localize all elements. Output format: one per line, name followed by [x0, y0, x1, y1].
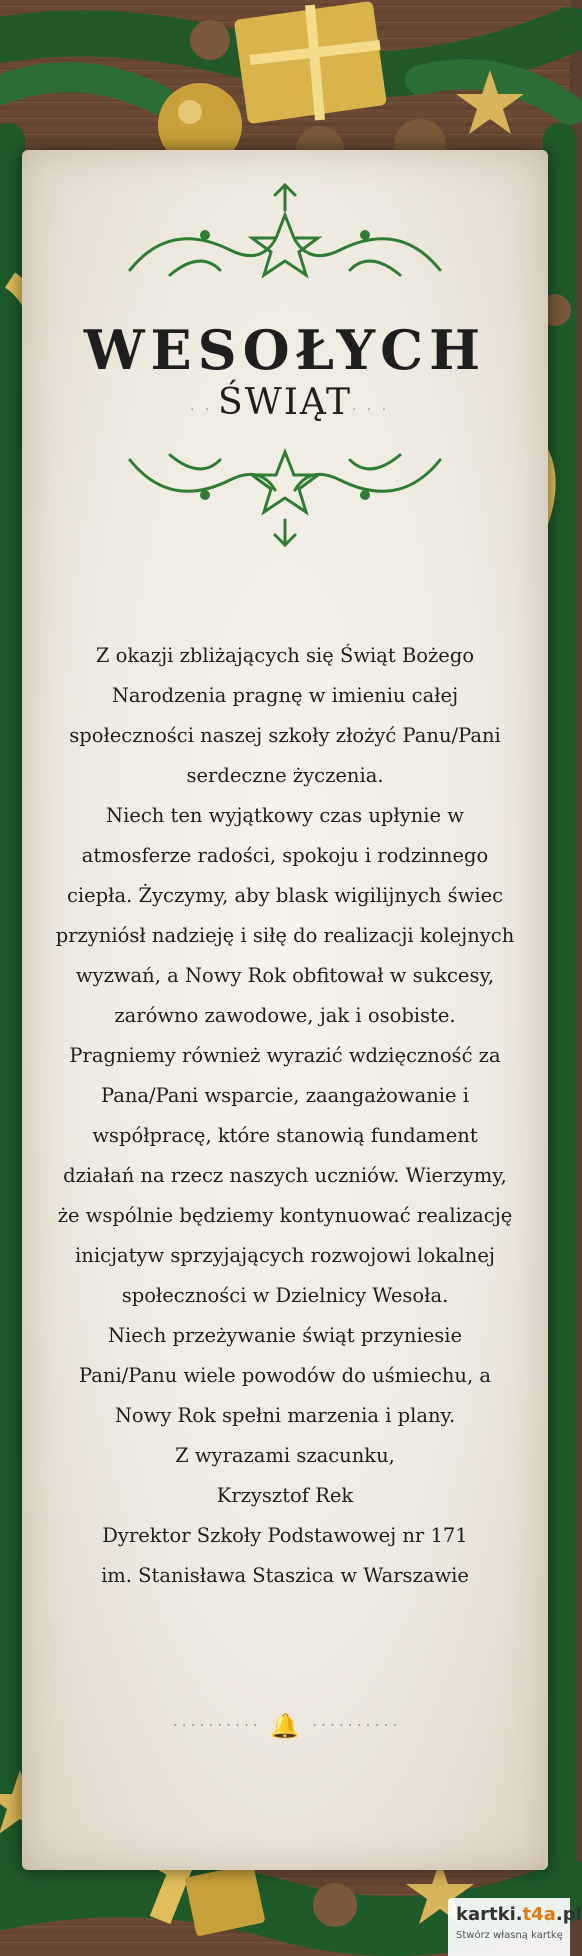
message-line: ciepła. Życzymy, aby blask wigilijnych świec	[66, 884, 504, 907]
bell-icon: 🔔	[270, 1712, 300, 1740]
message-line: działań na rzecz naszych uczniów. Wierzymy,	[63, 1164, 507, 1187]
message-line: Z okazji zbliżających się Świąt Bożego	[95, 644, 475, 667]
message-line: Narodzenia pragnę w imieniu całej	[111, 684, 459, 707]
signature-school: im. Stanisława Staszica w Warszawie	[101, 1564, 469, 1587]
message-line: Pragniemy również wyrazić wdzięczność za	[69, 1044, 501, 1067]
message-line: Pana/Pani wsparcie, zaangażowanie i	[100, 1084, 469, 1107]
star-icon	[252, 452, 318, 512]
message-line: Nowy Rok spełni marzenia i plany.	[114, 1404, 456, 1427]
message-line: Pani/Panu wiele powodów do uśmiechu, a	[79, 1364, 491, 1387]
greeting-title: WESOŁYCH	[83, 318, 487, 382]
signature-closing: Z wyrazami szacunku,	[175, 1444, 395, 1467]
star-icon	[252, 215, 318, 275]
message-line: inicjatyw sprzyjających rozwojowi lokalnej	[75, 1244, 495, 1267]
signature-name: Krzysztof Rek	[216, 1484, 354, 1507]
message-line: przyniósł nadzieję i siłę do realizacji kolejnych	[55, 924, 515, 947]
message-line: Niech przeżywanie świąt przyniesie	[107, 1324, 463, 1347]
greeting-message	[40, 636, 530, 1596]
title-dots-left: · · ·	[190, 402, 228, 418]
bell-divider	[0, 1712, 570, 1740]
message-line: wyzwań, a Nowy Rok obfitował w sukcesy,	[75, 964, 495, 987]
message-line: atmosferze radości, spokoju i rodzinnego	[81, 844, 489, 867]
message-line: serdeczne życzenia.	[186, 764, 384, 787]
divider-dots-left: · · · · · · · · · ·	[173, 1718, 258, 1734]
message-line: Niech ten wyjątkowy czas upłynie w	[106, 804, 464, 827]
message-line: że wspólnie będziemy kontynuować realizację	[57, 1204, 513, 1227]
bottom-flourish-ornament	[110, 440, 460, 550]
message-line: zarówno zawodowe, jak i osobiste.	[114, 1004, 456, 1027]
message-line: społeczności w Dzielnicy Wesoła.	[121, 1284, 449, 1307]
logo-tagline: Stwórz własną kartkę	[456, 1930, 563, 1941]
logo-name: kartki.t4a.pl	[456, 1904, 582, 1925]
divider-dots-right: · · · · · · · · · ·	[312, 1718, 397, 1734]
kartki-logo[interactable]	[448, 1898, 582, 1956]
title-dots-right: · · ·	[352, 402, 390, 418]
signature-title: Dyrektor Szkoły Podstawowej nr 171	[102, 1524, 468, 1547]
message-line: współpracę, które stanowią fundament	[92, 1124, 478, 1147]
top-flourish-ornament	[110, 180, 460, 290]
message-line: społeczności naszej szkoły złożyć Panu/Pani	[69, 724, 501, 747]
greeting-subtitle: ŚWIĄT	[218, 382, 352, 423]
